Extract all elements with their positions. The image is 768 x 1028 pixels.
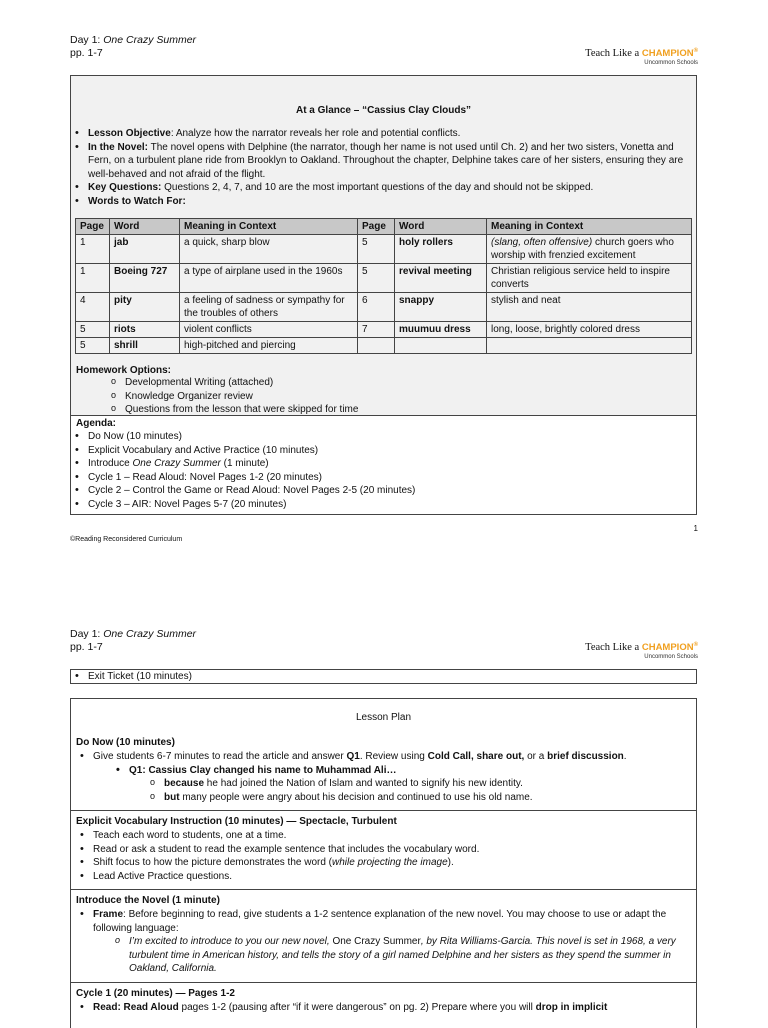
vocab-page: 5 bbox=[358, 235, 395, 264]
vocab-word: Boeing 727 bbox=[110, 264, 180, 293]
copyright: ©Reading Reconsidered Curriculum bbox=[70, 536, 183, 543]
intro-quote: o I’m excited to introduce to you our new novel, One Crazy Summer, by Rita Williams-Garcia. This novel is set in 1968, a very turbulent time in American history, and tells the story of a girl named Delphine and her sisters as they spend the summer in Oakland, California. bbox=[112, 935, 691, 976]
agenda-item: • Explicit Vocabulary and Active Practice (10 minutes) bbox=[71, 444, 696, 458]
vocab-header-cell: Meaning in Context bbox=[180, 219, 358, 235]
vocab-word bbox=[395, 338, 487, 354]
words-to-watch: • Words to Watch For: bbox=[71, 195, 696, 209]
homework-item: o Developmental Writing (attached) bbox=[108, 376, 696, 390]
vocab-page: 1 bbox=[76, 264, 110, 293]
do-now-heading: Do Now (10 minutes) bbox=[76, 737, 175, 748]
vocab-meaning: Christian religious service held to inspire converts bbox=[487, 264, 692, 293]
intro-heading: Introduce the Novel (1 minute) bbox=[76, 895, 220, 906]
header-pages: pp. 1-7 bbox=[70, 47, 103, 59]
agenda-item: • Introduce One Crazy Summer (1 minute) bbox=[71, 457, 696, 471]
intro-section: Introduce the Novel (1 minute) • Frame: Before beginning to read, give students a 1-2 sentence explanation of the new novel. You may choose to use or adapt the following language: o I’m excited to introduce to you our new novel, One Crazy Summer, by Rita Williams-Garcia. This novel is set in 1968, a very turbulent time in American history, and tells the story of a girl named Delphine and her sisters as they spend the summer in Oakland, California. bbox=[71, 890, 696, 983]
vocab-row bbox=[76, 293, 692, 322]
vocab-row bbox=[76, 235, 692, 264]
vocab-word: snappy bbox=[395, 293, 487, 322]
vocab-heading: Explicit Vocabulary Instruction (10 minutes) — Spectacle, Turbulent bbox=[76, 816, 397, 827]
vocab-page: 5 bbox=[76, 322, 110, 338]
agenda-item: • Do Now (10 minutes) bbox=[71, 430, 696, 444]
agenda-item-exit: • Exit Ticket (10 minutes) bbox=[71, 670, 696, 683]
vocab-header-cell: Word bbox=[110, 219, 180, 235]
agenda-item: • Cycle 2 – Control the Game or Read Aloud: Novel Pages 2-5 (20 minutes) bbox=[71, 484, 696, 498]
page-number: 1 bbox=[693, 524, 698, 533]
vocab-meaning: high-pitched and piercing bbox=[180, 338, 358, 354]
cycle1-section: Cycle 1 (20 minutes) — Pages 1-2 • Read: Read Aloud pages 1-2 (pausing after “if it were dangerous” on pg. 2) Prepare where you will drop in implicit bbox=[71, 983, 696, 1021]
lesson-plan-title: Lesson Plan bbox=[355, 712, 412, 723]
vocab-meaning: a quick, sharp blow bbox=[180, 235, 358, 264]
in-the-novel: • In the Novel: The novel opens with Delphine (the narrator, though her name is not used until Ch. 2) and her two sisters, Vonetta and Fern, on a turbulent plane ride from Brooklyn to Oakland. Throughout the chapter, Delphine takes care of her sisters, ensuring they are well-behaved and not afraid of the flight. bbox=[71, 141, 696, 182]
vocab-word: holy rollers bbox=[395, 235, 487, 264]
glance-list bbox=[71, 127, 696, 208]
lesson-objective: • Lesson Objective: Analyze how the narrator reveals her role and potential conflicts. bbox=[71, 127, 696, 141]
homework-label: Homework Options: bbox=[76, 365, 172, 376]
vocab-page bbox=[358, 338, 395, 354]
champion-logo-2: Teach Like a CHAMPION® Uncommon Schools bbox=[585, 642, 698, 660]
page2-header: Day 1: One Crazy Summer pp. 1-7 bbox=[70, 628, 197, 653]
vocab-meaning: (slang, often offensive) church goers who worship with frenzied excitement bbox=[487, 235, 692, 264]
vocab-page: 5 bbox=[358, 264, 395, 293]
vocab-header-cell: Page bbox=[76, 219, 110, 235]
vocab-header-cell: Meaning in Context bbox=[487, 219, 692, 235]
cycle1-heading: Cycle 1 (20 minutes) — Pages 1-2 bbox=[76, 987, 235, 999]
vocab-page: 6 bbox=[358, 293, 395, 322]
vocab-meaning: a type of airplane used in the 1960s bbox=[180, 264, 358, 293]
homework-item: o Questions from the lesson that were skipped for time bbox=[108, 403, 696, 417]
vocab-header-cell: Word bbox=[395, 219, 487, 235]
homework-item: o Knowledge Organizer review bbox=[108, 390, 696, 404]
glance-title: At a Glance – “Cassius Clay Clouds” bbox=[295, 105, 472, 116]
vocab-meaning: long, loose, brightly colored dress bbox=[487, 322, 692, 338]
exit-ticket-box bbox=[70, 669, 697, 684]
vocab-page: 7 bbox=[358, 322, 395, 338]
agenda-label: Agenda: bbox=[76, 418, 116, 429]
vocab-table bbox=[75, 218, 692, 354]
vocab-word: pity bbox=[110, 293, 180, 322]
vocab-row bbox=[76, 322, 692, 338]
agenda-item: • Cycle 1 – Read Aloud: Novel Pages 1-2 (20 minutes) bbox=[71, 471, 696, 485]
header-book: One Crazy Summer bbox=[103, 34, 197, 46]
vocab-word: jab bbox=[110, 235, 180, 264]
agenda-item: • Cycle 3 – AIR: Novel Pages 5-7 (20 minutes) bbox=[71, 498, 696, 512]
vocab-row bbox=[76, 338, 692, 354]
agenda-box bbox=[70, 415, 697, 515]
vocab-word: muumuu dress bbox=[395, 322, 487, 338]
vocab-page: 4 bbox=[76, 293, 110, 322]
champion-logo: Teach Like a CHAMPION® Uncommon Schools bbox=[585, 48, 698, 66]
lesson-plan-box bbox=[70, 698, 697, 1028]
agenda-list bbox=[71, 430, 696, 511]
vocab-page: 5 bbox=[76, 338, 110, 354]
do-now-section: Do Now (10 minutes) • Give students 6-7 minutes to read the article and answer Q1. Review using Cold Call, share out, or a brief discussion. • Q1: Cassius Clay changed his name to Muhammad Ali… o because he had joined the Nation of Islam and wanted to signify his new identity. o but many people were angry about his decision and continued to use his old name. bbox=[71, 736, 696, 811]
vocab-header-cell: Page bbox=[358, 219, 395, 235]
vocab-section: Explicit Vocabulary Instruction (10 minutes) — Spectacle, Turbulent • Teach each word to students, one at a time. • Read or ask a student to read the example sentence that includes the vocabulary word. • Shift focus to how the picture demonstrates the word (while projecting the image). • Lead Active Practice questions. bbox=[71, 811, 696, 890]
vocab-word: shrill bbox=[110, 338, 180, 354]
vocab-word: revival meeting bbox=[395, 264, 487, 293]
vocab-word: riots bbox=[110, 322, 180, 338]
vocab-meaning: a feeling of sadness or sympathy for the troubles of others bbox=[180, 293, 358, 322]
vocab-row bbox=[76, 264, 692, 293]
vocab-meaning: violent conflicts bbox=[180, 322, 358, 338]
at-a-glance-box bbox=[70, 75, 697, 416]
key-questions: • Key Questions: Questions 2, 4, 7, and 10 are the most important questions of the day and should not be skipped. bbox=[71, 181, 696, 195]
page1-header bbox=[70, 34, 196, 60]
header-day: Day 1: bbox=[70, 34, 104, 46]
homework-list bbox=[108, 376, 696, 417]
vocab-page: 1 bbox=[76, 235, 110, 264]
vocab-meaning bbox=[487, 338, 692, 354]
vocab-meaning: stylish and neat bbox=[487, 293, 692, 322]
q1-prompt: • Q1: Cassius Clay changed his name to Muhammad Ali… bbox=[112, 764, 691, 778]
